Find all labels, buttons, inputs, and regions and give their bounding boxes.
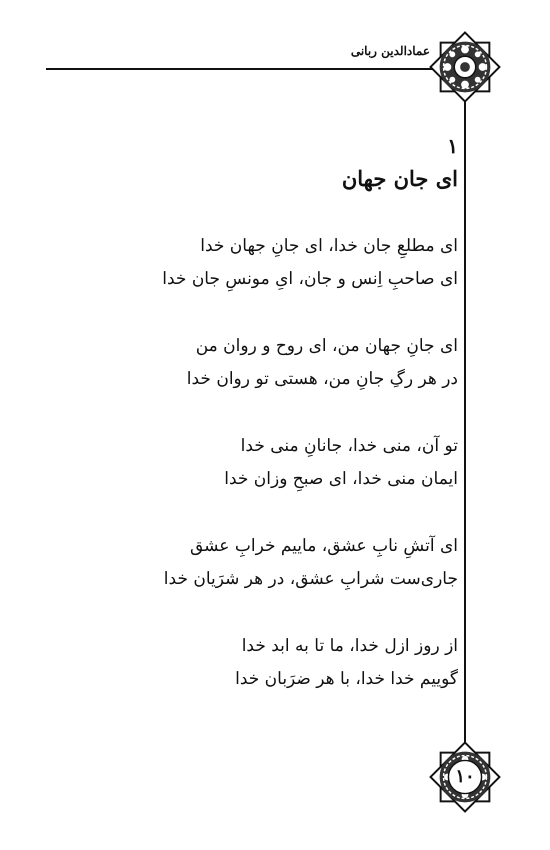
- poem-title: ای جان جهان: [341, 166, 458, 191]
- verse: ای صاحبِ اِنس و جان، ایِ مونسِ جان خدا: [162, 269, 458, 289]
- margin-rule: [464, 100, 466, 750]
- verse: ای جانِ جهان من، ای روح و روان من: [195, 336, 458, 356]
- stanza: [100, 330, 458, 396]
- poem-body: [100, 230, 458, 696]
- verse: در هر رگِ جانِ من، هستی تو روان خدا: [186, 369, 458, 389]
- verse: تو آن، منی خدا، جانانِ منی خدا: [240, 436, 458, 456]
- stanza: [100, 230, 458, 296]
- stanza: [100, 430, 458, 496]
- page-number: ۱۰: [455, 766, 475, 787]
- poem: [100, 120, 458, 730]
- verse: گوییم خدا خدا، با هر ضرَبان خدا: [235, 669, 458, 689]
- arabesque-rosette-icon: [426, 28, 504, 106]
- running-header-title: عمادالدین ربانی: [350, 44, 430, 58]
- verse: از روز ازل خدا، ما تا به ابد خدا: [241, 636, 458, 656]
- stanza: [100, 530, 458, 596]
- verse: ایمان منی خدا، ای صبحِ وزان خدا: [224, 469, 458, 489]
- verse: جاری‌ست شرابِ عشق، در هر شرَیان خدا: [163, 569, 458, 589]
- stanza: [100, 630, 458, 696]
- header-rule: [46, 68, 438, 70]
- verse: ای آتشِ نابِ عشق، ماییم خرابِ عشق: [189, 536, 458, 556]
- poem-number: ۱: [447, 134, 458, 158]
- verse: ای مطلعِ جان خدا، ای جانِ جهان خدا: [200, 236, 458, 256]
